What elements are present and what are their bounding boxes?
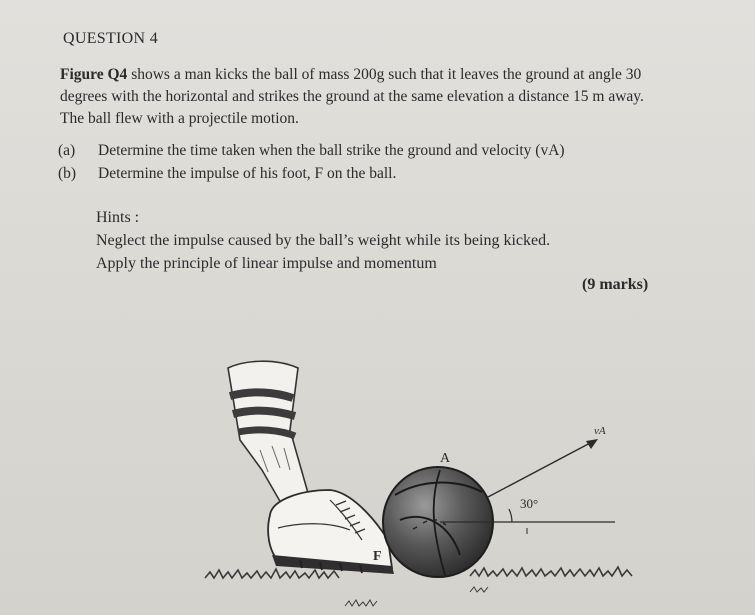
intro-line-1-text: shows a man kicks the ball of mass 200g such that it leaves the ground at angle 30 [127, 66, 642, 83]
kicker-leg [228, 361, 310, 510]
part-a-text: Determine the time taken when the ball strike the ground and velocity (vA) [98, 142, 565, 159]
point-a-label: A [440, 451, 451, 466]
angle-arc [509, 509, 512, 522]
intro-line-3: The ball flew with a projectile motion. [60, 110, 299, 127]
figure-reference: Figure Q4 [60, 66, 128, 83]
hint-line-1: Neglect the impulse caused by the ball’s weight while its being kicked. [96, 232, 551, 249]
part-b-label: (b) [58, 165, 77, 182]
question-title: QUESTION 4 [63, 30, 158, 47]
part-b-text: Determine the impulse of his foot, F on the ball. [98, 165, 397, 182]
velocity-label: vA [594, 425, 606, 437]
hint-line-2: Apply the principle of linear impulse and momentum [96, 255, 437, 272]
part-a-label: (a) [58, 142, 76, 159]
marks-label: (9 marks) [582, 276, 649, 293]
angle-label: 30° [520, 496, 539, 511]
hints-heading: Hints : [96, 209, 140, 226]
velocity-arrow-line [488, 442, 592, 497]
intro-line-2: degrees with the horizontal and strikes the ground at the same elevation a distance 15 m away. [60, 88, 644, 105]
force-label: F [373, 549, 382, 564]
